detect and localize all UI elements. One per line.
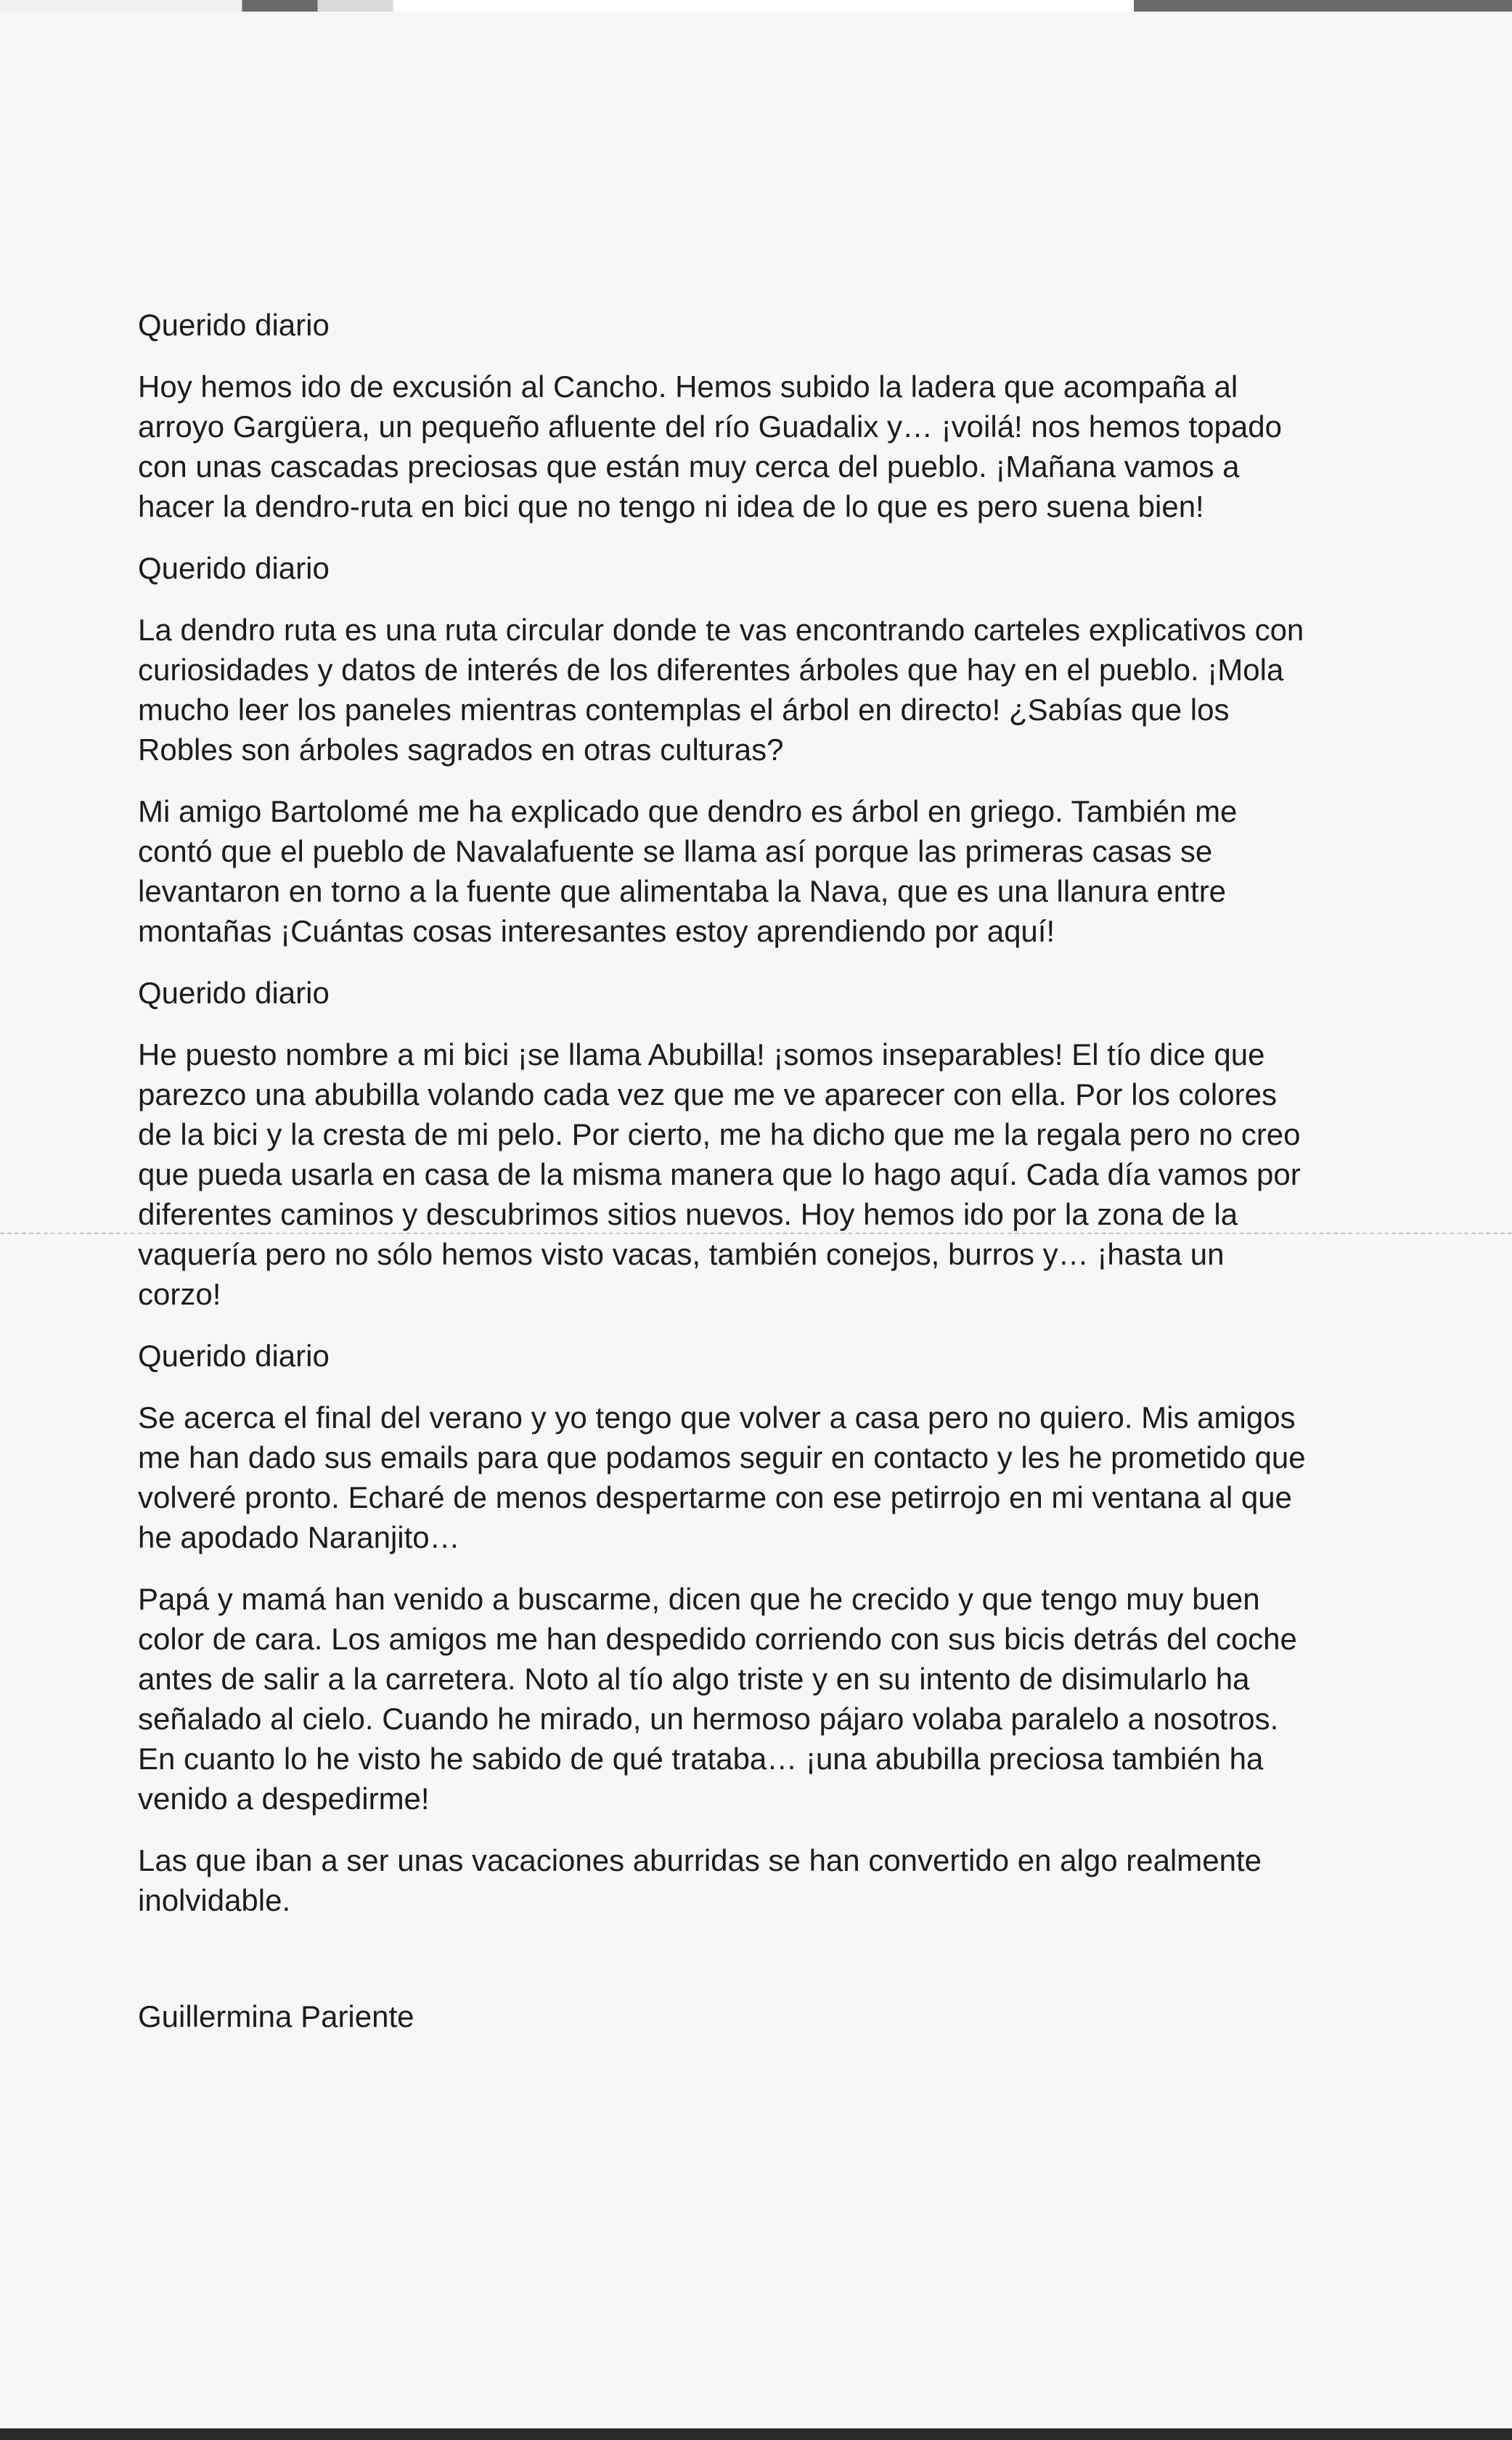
entry-paragraph: La dendro ruta es una ruta circular donde te vas encontrando carteles explicativos con curiosidades y datos de interés de los diferentes árboles que hay en el pueblo. ¡Mola mucho leer los paneles mientras contemplas el árbol en directo! ¿Sabías que los Robles son árboles sagrados en otras culturas? xyxy=(138,613,1304,767)
entry-heading: Querido diario xyxy=(138,308,330,342)
entry-paragraph: Mi amigo Bartolomé me ha explicado que dendro es árbol en griego. También me contó que el pueblo de Navalafuente se llama así porque las primeras casas se levantaron en torno a la fuente que alimentaba la Nava, que es una llanura entre montañas ¡Cuántas cosas interesantes estoy aprendiendo por aquí! xyxy=(138,794,1238,948)
entry-paragraph: Papá y mamá han venido a buscarme, dicen que he crecido y que tengo muy buen color de cara. Los amigos me han despedido corriendo con sus bicis detrás del coche antes de salir a la carretera. Noto al tío algo triste y en su intento de disimularlo ha señalado al cielo. Cuando he mirado, un hermoso pájaro volaba paralelo a nosotros. En cuanto lo he visto he sabido de qué trataba… ¡una abubilla preciosa también ha venido a despedirme! xyxy=(138,1582,1297,1816)
scan-bottom-edge xyxy=(0,2428,1512,2440)
entry-paragraph: Las que iban a ser unas vacaciones aburridas se han convertido en algo realmente inolvidable. xyxy=(138,1843,1262,1917)
entry-paragraph: He puesto nombre a mi bici ¡se llama Abubilla! ¡somos inseparables! El tío dice que parezco una abubilla volando cada vez que me ve aparecer con ella. Por los colores de la bici y la cresta de mi pelo. Por cierto, me ha dicho que me la regala pero no creo que pueda usarla en casa de la misma manera que lo hago aquí. Cada día vamos por diferentes caminos y descubrimos sitios nuevos. Hoy hemos ido por la zona de la vaquería pero no sólo hemos visto vacas, también conejos, burros y… ¡hasta un corzo! xyxy=(138,1037,1301,1311)
entry-heading: Querido diario xyxy=(138,976,330,1010)
diary-entry-4 xyxy=(138,1336,1314,1920)
diary-entry-2 xyxy=(138,548,1314,951)
scan-top-edge xyxy=(0,0,1512,12)
entry-heading: Querido diario xyxy=(138,551,330,585)
diary-entry-3 xyxy=(138,973,1314,1314)
author-signature: Guillermina Pariente xyxy=(138,1999,414,2033)
diary-entry-1 xyxy=(138,305,1314,526)
entry-paragraph: Hoy hemos ido de excusión al Cancho. Hemos subido la ladera que acompaña al arroyo Gargüera, un pequeño afluente del río Guadalix y… ¡voilá! nos hemos topado con unas cascadas preciosas que están muy cerca del pueblo. ¡Mañana vamos a hacer la dendro-ruta en bici que no tengo ni idea de lo que es pero suena bien! xyxy=(138,370,1282,523)
entry-paragraph: Se acerca el final del verano y yo tengo que volver a casa pero no quiero. Mis amigos me han dado sus emails para que podamos seguir en contacto y les he prometido que volveré pronto. Echaré de menos despertarme con ese petirrojo en mi ventana al que he apodado Naranjito… xyxy=(138,1400,1306,1554)
diary-document xyxy=(138,305,1314,2036)
entry-heading: Querido diario xyxy=(138,1339,330,1373)
